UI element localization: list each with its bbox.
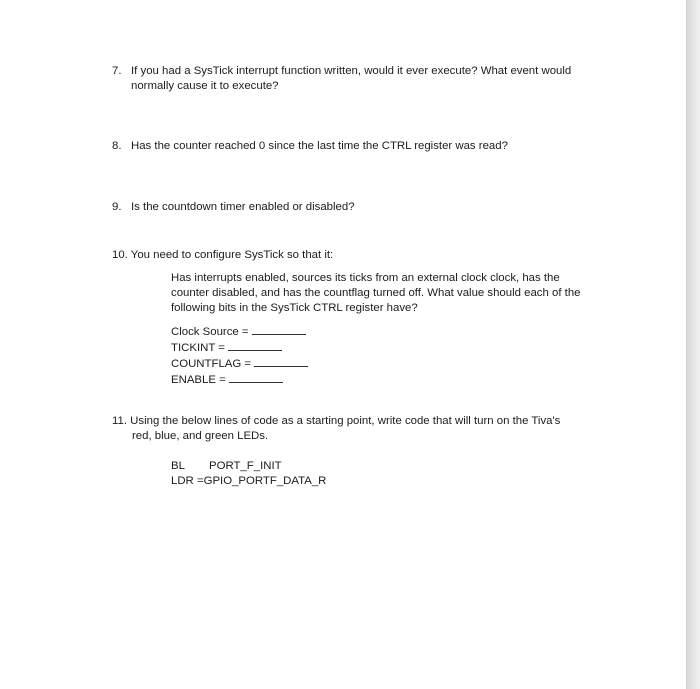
answer-blank[interactable] bbox=[228, 340, 282, 351]
question-text-line: normally cause it to execute? bbox=[131, 80, 279, 92]
question-text: Has the counter reached 0 since the last time the CTRL register was read? bbox=[131, 140, 508, 152]
code-line: LDR =GPIO_PORTF_DATA_R bbox=[171, 475, 327, 487]
question-number: 8. bbox=[112, 140, 122, 152]
ctrl-register-fields bbox=[171, 324, 621, 388]
answer-blank[interactable] bbox=[254, 356, 308, 367]
detail-line: counter disabled, and has the countflag turned off. What value should each of the bbox=[171, 287, 581, 299]
question-8 bbox=[112, 139, 632, 154]
answer-blank[interactable] bbox=[252, 324, 306, 335]
code-snippet bbox=[171, 459, 621, 489]
question-text: Is the countdown timer enabled or disabled? bbox=[131, 201, 355, 213]
answer-blank[interactable] bbox=[229, 372, 283, 383]
question-11 bbox=[112, 414, 632, 444]
field-label: Clock Source = bbox=[171, 326, 249, 338]
question-text bbox=[131, 64, 632, 94]
question-text: 10. You need to configure SysTick so that it: bbox=[112, 249, 334, 261]
question-text-line: If you had a SysTick interrupt function written, would it ever execute? What event would bbox=[131, 65, 572, 77]
code-op: BL bbox=[171, 460, 185, 472]
code-arg: PORT_F_INIT bbox=[209, 460, 282, 472]
field-countflag bbox=[171, 356, 621, 372]
page-edge-shadow bbox=[687, 0, 700, 689]
question-number: 9. bbox=[112, 201, 122, 213]
question-text-line: 11. Using the below lines of code as a starting point, write code that will turn on the Tiva's bbox=[112, 415, 561, 427]
question-text-line: red, blue, and green LEDs. bbox=[132, 430, 269, 442]
field-label: TICKINT = bbox=[171, 342, 225, 354]
question-number: 7. bbox=[112, 65, 122, 77]
question-10-detail bbox=[171, 271, 621, 316]
detail-line: Has interrupts enabled, sources its ticks from an external clock clock, has the bbox=[171, 272, 560, 284]
question-7 bbox=[112, 64, 632, 94]
field-clock-source bbox=[171, 324, 621, 340]
question-text bbox=[112, 414, 632, 444]
field-tickint bbox=[171, 340, 621, 356]
detail-line: following bits in the SysTick CTRL register have? bbox=[171, 302, 418, 314]
field-label: ENABLE = bbox=[171, 374, 226, 386]
question-9 bbox=[112, 200, 632, 215]
code-line bbox=[171, 459, 621, 474]
field-enable bbox=[171, 372, 621, 388]
field-label: COUNTFLAG = bbox=[171, 358, 252, 370]
question-10 bbox=[112, 248, 632, 263]
